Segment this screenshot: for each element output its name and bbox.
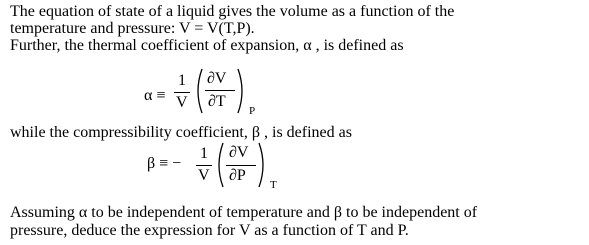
alpha-fraction-numerator: 1 xyxy=(178,72,186,89)
text-line-6: pressure, deduce the expression for V as a function of T and P. xyxy=(10,222,409,239)
alpha-partial-numerator: ∂V xyxy=(207,70,227,87)
text-line-3: Further, the thermal coefficient of expansion, α , is defined as xyxy=(10,37,404,54)
text-line-4: while the compressibility coefficient, β , is defined as xyxy=(10,124,352,141)
beta-partial-denominator: ∂P xyxy=(229,167,246,184)
beta-lhs: β ≡ − xyxy=(147,155,182,172)
beta-partial-numerator: ∂V xyxy=(229,144,249,161)
alpha-left-paren xyxy=(193,68,205,114)
alpha-lhs: α ≡ xyxy=(144,87,166,104)
beta-right-paren xyxy=(256,142,268,188)
text-line-5: Assuming α to be independent of temperature and β to be independent of xyxy=(10,204,478,221)
beta-fraction-numerator: 1 xyxy=(200,145,208,162)
beta-fraction-denominator: V xyxy=(198,167,210,184)
text-line-2: temperature and pressure: V = V(T,P). xyxy=(10,20,255,37)
beta-left-paren xyxy=(214,142,226,188)
alpha-right-paren xyxy=(235,68,247,114)
alpha-partial-denominator: ∂T xyxy=(208,93,226,110)
alpha-fraction-denominator: V xyxy=(176,94,188,111)
beta-subscript: T xyxy=(270,179,277,191)
beta-fraction-bar xyxy=(196,165,212,166)
alpha-partial-bar xyxy=(205,90,235,91)
alpha-subscript: P xyxy=(249,105,256,117)
beta-partial-bar xyxy=(226,165,256,166)
text-line-1: The equation of state of a liquid gives the volume as a function of the xyxy=(10,3,455,20)
alpha-fraction-bar xyxy=(174,92,190,93)
